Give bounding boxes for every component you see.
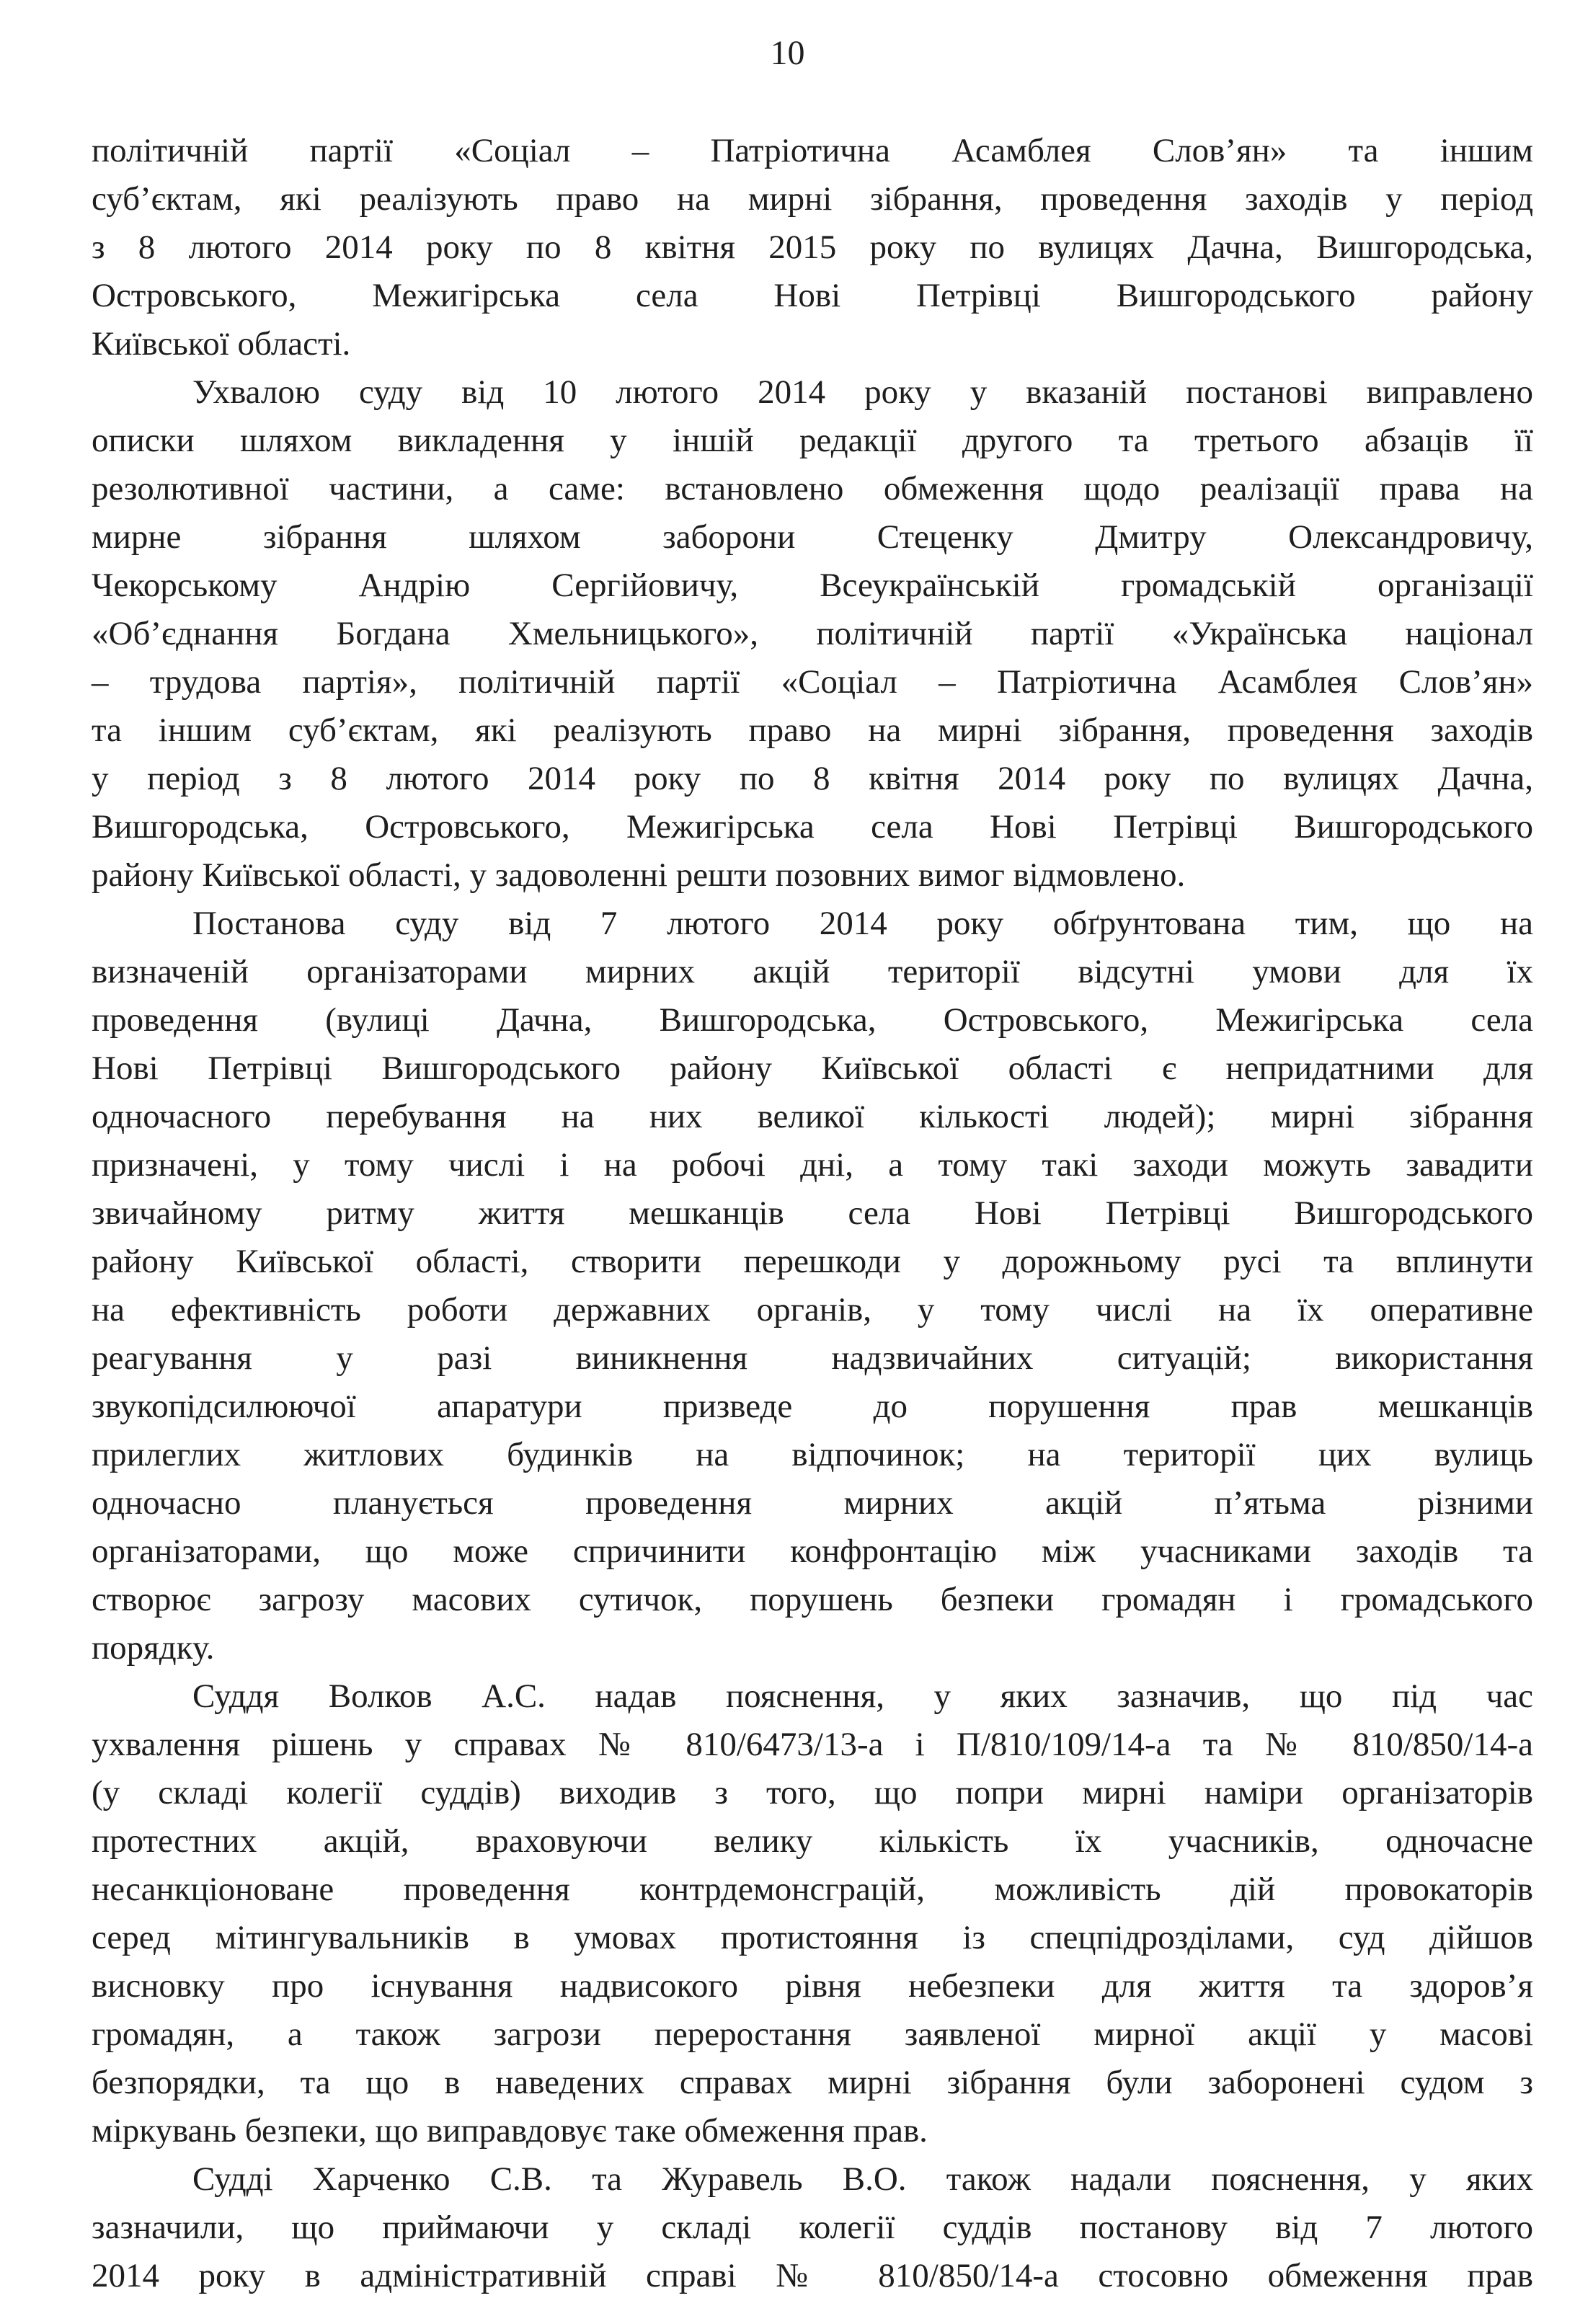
paragraph: [92, 2155, 1533, 2300]
text-line: Ухвалою суду від 10 лютого 2014 року у вказаній постанові виправлено: [192, 373, 1533, 411]
text-line: та іншим суб’єктам, які реалізують право на мирні зібрання, проведення заходів: [92, 711, 1533, 749]
text-line: зазначили, що приймаючи у складі колегії суддів постанову від 7 лютого: [92, 2209, 1533, 2246]
text-line: реагування у разі виникнення надзвичайних ситуацій; використання: [92, 1339, 1533, 1377]
text-line: Київської області.: [92, 325, 351, 363]
text-line: прилеглих житлових будинків на відпочинок; на території цих вулиць: [92, 1436, 1533, 1473]
text-line: створює загрозу масових сутичок, порушень безпеки громадян і громадського: [92, 1581, 1533, 1618]
text-line: Чекорському Андрію Сергійовичу, Всеукраїнській громадській організації: [92, 567, 1533, 604]
paragraph: [92, 900, 1533, 1672]
text-line: несанкціоноване проведення контрдемонсграцій, можливість дій провокаторів: [92, 1871, 1533, 1908]
text-line: призначені, у тому числі і на робочі дні, а тому такі заходи можуть завадити: [92, 1146, 1533, 1184]
text-line: одночасно планується проведення мирних акцій п’ятьма різними: [92, 1484, 1533, 1522]
text-line: мирне зібрання шляхом заборони Стеценку Дмитру Олександровичу,: [92, 518, 1533, 556]
text-line: Суддя Волков А.С. надав пояснення, у яких зазначив, що під час: [192, 1677, 1533, 1715]
paragraph: [92, 1672, 1533, 2155]
text-line: громадян, а також загрози переростання заявленої мирної акції у масові: [92, 2015, 1533, 2053]
text-line: Постанова суду від 7 лютого 2014 року обґрунтована тим, що на: [192, 905, 1533, 942]
text-line: (у складі колегії суддів) виходив з того, що попри мирні наміри організаторів: [92, 1774, 1533, 1811]
text-line: «Об’єднання Богдана Хмельницького», політичній партії «Українська націонал: [92, 615, 1533, 652]
text-line: Островського, Межигірська села Нові Петрівці Вишгородського району: [92, 277, 1533, 314]
text-line: з 8 лютого 2014 року по 8 квітня 2015 року по вулицях Дачна, Вишгородська,: [92, 229, 1533, 266]
text-line: порядку.: [92, 1629, 215, 1667]
text-line: 2014 року в адміністративній справі № 810/850/14-а стосовно обмеження прав: [92, 2257, 1533, 2294]
text-line: міркувань безпеки, що виправдовує таке обмеження прав.: [92, 2112, 928, 2150]
text-line: району Київської області, створити перешкоди у дорожньому русі та вплинути: [92, 1243, 1533, 1280]
text-line: на ефективність роботи державних органів, у тому числі на їх оперативне: [92, 1291, 1533, 1329]
text-line: організаторами, що може спричинити конфронтацію між учасниками заходів та: [92, 1533, 1533, 1570]
text-line: – трудова партія», політичній партії «Соціал – Патріотична Асамблея Слов’ян»: [92, 663, 1533, 701]
text-line: описки шляхом викладення у іншій редакції другого та третього абзаців її: [92, 422, 1533, 459]
text-line: одночасного перебування на них великої кількості людей); мирні зібрання: [92, 1098, 1533, 1135]
page-number: 10: [770, 34, 805, 72]
text-line: ухвалення рішень у справах № 810/6473/13-а і П/810/109/14-а та № 810/850/14-а: [92, 1726, 1533, 1763]
text-line: визначеній організаторами мирних акцій території відсутні умови для їх: [92, 953, 1533, 990]
text-line: у період з 8 лютого 2014 року по 8 квітня 2014 року по вулицях Дачна,: [92, 760, 1533, 797]
text-line: безпорядки, та що в наведених справах мирні зібрання були заборонені судом з: [92, 2064, 1533, 2101]
text-line: Судді Харченко С.В. та Журавель В.О. також надали пояснення, у яких: [192, 2160, 1533, 2198]
text-line: серед мітингувальників в умовах протистояння із спецпідрозділами, суд дійшов: [92, 1919, 1533, 1956]
text-line: суб’єктам, які реалізують право на мирні зібрання, проведення заходів у період: [92, 180, 1533, 218]
text-line: висновку про існування надвисокого рівня небезпеки для життя та здоров’я: [92, 1967, 1533, 2005]
document-body: [92, 127, 1533, 2300]
text-line: району Київської області, у задоволенні решти позовних вимог відмовлено.: [92, 856, 1186, 894]
text-line: політичній партії «Соціал – Патріотична Асамблея Слов’ян» та іншим: [92, 132, 1533, 169]
paragraph: [92, 127, 1533, 368]
text-line: проведення (вулиці Дачна, Вишгородська, Островського, Межигірська села: [92, 1001, 1533, 1039]
paragraph: [92, 368, 1533, 900]
text-line: звукопідсилюючої апаратури призведе до порушення прав мешканців: [92, 1388, 1533, 1425]
text-line: Вишгородська, Островського, Межигірська села Нові Петрівці Вишгородського: [92, 808, 1533, 846]
text-line: протестних акцій, враховуючи велику кількість їх учасників, одночасне: [92, 1822, 1533, 1860]
text-line: резолютивної частини, а саме: встановлено обмеження щодо реалізації права на: [92, 470, 1533, 507]
text-line: Нові Петрівці Вишгородського району Київської області є непридатними для: [92, 1050, 1533, 1087]
text-line: звичайному ритму життя мешканців села Нові Петрівці Вишгородського: [92, 1194, 1533, 1232]
